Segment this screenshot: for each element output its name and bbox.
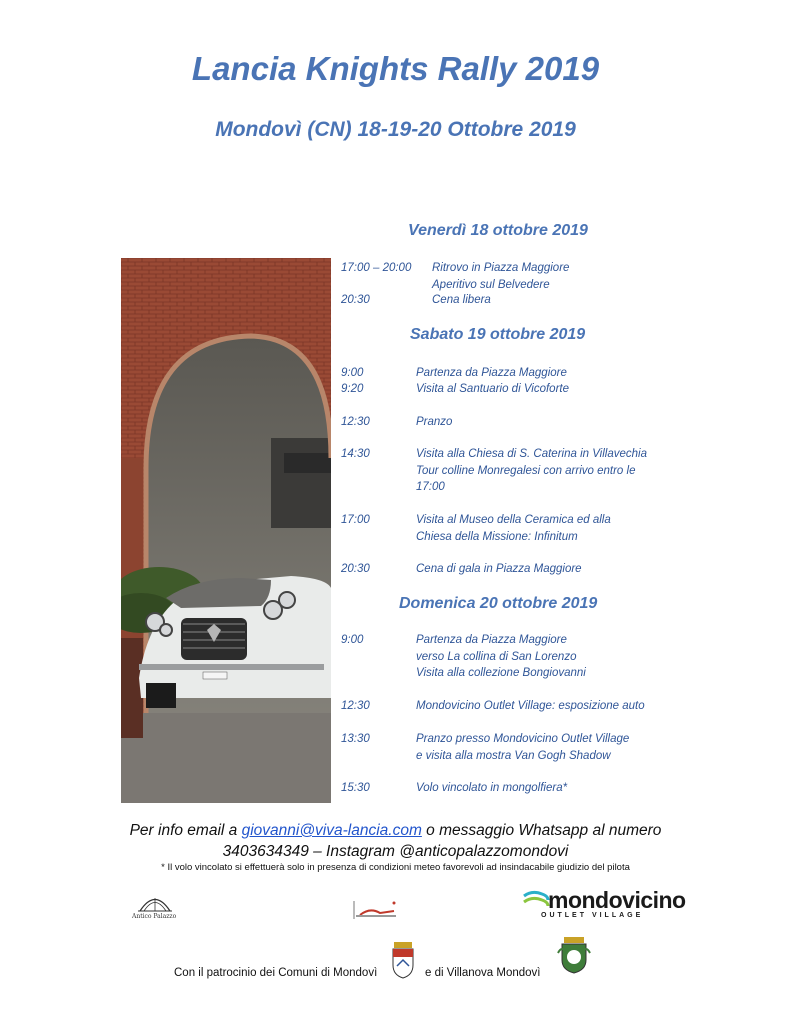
schedule-desc: Visita al Santuario di Vicoforte [416,383,569,395]
schedule-item [341,446,761,498]
schedule-time: 15:30 [341,782,370,794]
schedule-item [341,698,761,716]
schedule-time: 14:30 [341,448,370,460]
page-title: Lancia Knights Rally 2019 [191,50,600,87]
day-heading-friday: Venerdì 18 ottobre 2019 [408,222,588,239]
schedule-desc: Partenza da Piazza Maggiore [416,634,567,646]
email-link[interactable]: giovanni@viva-lancia.com [241,822,422,839]
mondovicino-logo: mondovicino [548,887,686,913]
schedule-item [341,414,741,432]
schedule-time: 13:30 [341,733,370,745]
schedule-desc: Mondovicino Outlet Village: esposizione auto [416,700,645,712]
schedule-item [341,381,741,399]
schedule-time: 12:30 [341,700,370,712]
day-heading-sunday: Domenica 20 ottobre 2019 [399,595,598,612]
page-subtitle: Mondovì (CN) 18-19-20 Ottobre 2019 [215,118,576,141]
mondovicino-swirl-icon [522,888,550,910]
schedule-time: 20:30 [341,563,370,575]
sponsor-logo-icon [350,895,402,923]
schedule-desc: Visita al Museo della Ceramica ed alla [416,514,611,526]
mondovi-crest-icon [388,940,418,980]
schedule-time: 12:30 [341,416,370,428]
schedule-desc: Chiesa della Missione: Infinitum [416,530,578,543]
mondovicino-subtitle: OUTLET VILLAGE [541,912,644,919]
schedule-desc: Pranzo presso Mondovicino Outlet Village [416,733,630,745]
balloon-footnote: * Il volo vincolato si effettuerà solo in presenza di condizioni meteo favorevoli ad insindacabile giudizio del pilota [161,862,630,873]
contact-phone-instagram: 3403634349 – Instagram @anticopalazzomondovi [222,843,569,860]
schedule-item [341,780,741,798]
schedule-desc: 17:00 [416,481,445,493]
schedule-desc: Pranzo [416,416,453,428]
schedule-item [341,632,741,684]
car-photo [121,258,331,803]
contact-prefix: Per info email a [129,822,242,839]
schedule-desc: Volo vincolato in mongolfiera* [416,782,568,794]
schedule-desc: Cena di gala in Piazza Maggiore [416,563,582,575]
antico-palazzo-logo-icon [130,886,180,926]
schedule-time: 9:00 [341,634,364,646]
schedule-desc: Cena libera [432,294,491,306]
schedule-desc: Tour colline Monregalesi con arrivo entro le [416,464,636,477]
villanova-crest-icon [556,935,592,975]
schedule-time: 17:00 [341,514,370,526]
patronage-text-villanova: e di Villanova Mondovì [425,967,541,979]
schedule-desc: verso La collina di San Lorenzo [416,650,577,663]
schedule-time: 9:20 [341,383,364,395]
schedule-desc: Visita alla Chiesa di S. Caterina in Villavechia [416,448,647,460]
schedule-time: 17:00 – 20:00 [341,262,412,274]
schedule-desc: Visita alla collezione Bongiovanni [416,667,586,679]
schedule-time: 9:00 [341,367,364,379]
contact-info [0,820,791,862]
schedule-desc: Ritrovo in Piazza Maggiore [432,262,570,274]
schedule-desc: Partenza da Piazza Maggiore [416,367,567,379]
schedule-item [341,292,741,310]
schedule-item [341,260,741,296]
antico-palazzo-label: Antico Palazzo [132,913,177,920]
day-heading-saturday: Sabato 19 ottobre 2019 [410,326,586,343]
schedule-desc: Aperitivo sul Belvedere [432,278,550,291]
schedule-desc: e visita alla mostra Van Gogh Shadow [416,749,611,762]
schedule-item [341,731,741,767]
schedule-item [341,512,741,548]
contact-suffix: o messaggio Whatsapp al numero [421,822,662,839]
schedule-time: 20:30 [341,294,370,306]
patronage-text: Con il patrocinio dei Comuni di Mondovì [174,967,378,979]
schedule-item [341,561,741,579]
